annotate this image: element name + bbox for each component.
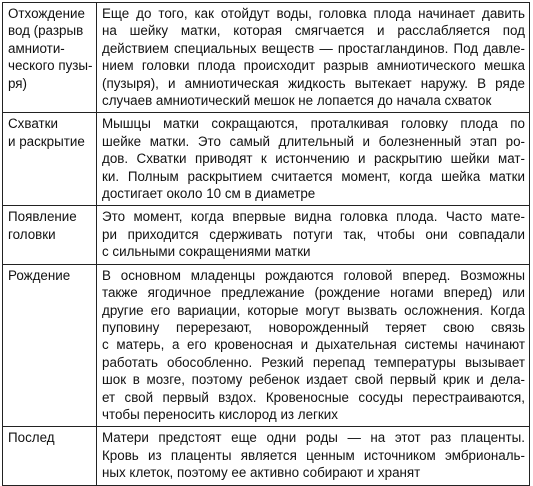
stage-description-line: действием специальных веществ — простагландинов. Под давле- <box>102 40 525 56</box>
stage-description-line: шок в мозге, поэтому ребенок издает свой первый крик и дела- <box>102 372 525 388</box>
stage-description-line: Это момент, когда впервые видна головка плода. Часто мате- <box>102 209 525 225</box>
stage-name-line: амниоти- <box>8 40 65 56</box>
stage-description-line: (пузыря), и амниотическая жидкость вытекает наружу. В ряде <box>102 75 525 91</box>
stage-name-cell <box>3 206 97 264</box>
stage-description-line: ки. Полным раскрытием считается момент, когда шейка матки <box>102 168 525 184</box>
stage-description-line: дов. Схватки приводят к истончению и раскрытию шейки мат- <box>102 151 525 167</box>
stage-description-line: с сильными сокращениями матки <box>102 244 311 260</box>
stage-description-cell <box>97 3 530 113</box>
table-body <box>3 3 530 486</box>
stage-name-cell <box>3 427 97 485</box>
stage-description-line: пуповину перерезают, новорожденный теряет свою связь <box>102 319 525 335</box>
table-row <box>3 427 530 485</box>
stage-description-line: Мышцы матки сокращаются, проталкивая головку плода по <box>102 116 525 132</box>
stage-description-line: ри приходится сдерживать потуги так, чтобы они совпадали <box>102 226 525 242</box>
stage-name-line: вод (разрыв <box>8 23 84 39</box>
stage-description-line: достигает около 10 см в диаметре <box>102 186 316 202</box>
stage-description-line: другие его вариации, которые могут вызвать осложнения. Когда <box>102 302 525 318</box>
stage-description-cell <box>97 427 530 485</box>
stage-description-line: случаев амниотический мешок не лопается до начала схваток <box>102 93 492 109</box>
stage-description-line: нием головки плода происходит разрыв амниотического мешка <box>102 58 525 74</box>
birth-stages-table <box>2 2 530 486</box>
stage-name-cell <box>3 3 97 113</box>
stage-description-cell <box>97 264 530 427</box>
stage-description-line: В основном младенцы рождаются головой вперед. Возможны <box>102 267 525 283</box>
stage-name-line: Послед <box>8 430 55 446</box>
stage-description-line: Матери предстоят еще одни роды — на этот раз плаценты. <box>102 430 525 446</box>
stage-name-line: ря) <box>8 75 28 91</box>
stage-description-line: работать обособленно. Резкий перепад температуры вызывает <box>102 354 525 370</box>
stage-description-cell <box>97 113 530 206</box>
stage-description-line: ет свой первый вздох. Кровеносные сосуды перестраиваются, <box>102 389 525 405</box>
stage-description-line: с матерь, а его кровеносная и дыхательная системы начинают <box>102 337 525 353</box>
stage-name-line: головки <box>8 226 56 242</box>
stage-name-line: Появление <box>8 209 77 225</box>
stage-name-line: Схватки <box>8 116 58 132</box>
stage-description-line: чтобы переносить кислород из легких <box>102 406 338 422</box>
stage-description-cell <box>97 206 530 264</box>
stage-name-cell <box>3 113 97 206</box>
stage-description-line: Кровь из плаценты является ценным источником эмбриональ- <box>102 447 525 463</box>
table-row <box>3 264 530 427</box>
stage-name-line: ческого пузы- <box>8 58 93 74</box>
stage-name-cell <box>3 264 97 427</box>
table-row <box>3 206 530 264</box>
stage-description-line: ных клеток, поэтому ее активно собирают и хранят <box>102 465 421 481</box>
stage-name-line: Рождение <box>8 267 71 283</box>
stage-name-line: и раскрытие <box>8 133 85 149</box>
stage-name-line: Отхождение <box>8 6 85 21</box>
table-row <box>3 113 530 206</box>
stage-description-line: также ягодичное предлежание (рождение ногами вперед) или <box>102 285 525 301</box>
stage-description-line: Еще до того, как отойдут воды, головка плода начинает давить <box>102 6 525 21</box>
stage-description-line: шейке матки. Это самый длительный и болезненный этап ро- <box>102 133 525 149</box>
table-row <box>3 3 530 113</box>
stage-description-line: на шейку матки, которая смягчается и расслабляется под <box>102 23 525 39</box>
